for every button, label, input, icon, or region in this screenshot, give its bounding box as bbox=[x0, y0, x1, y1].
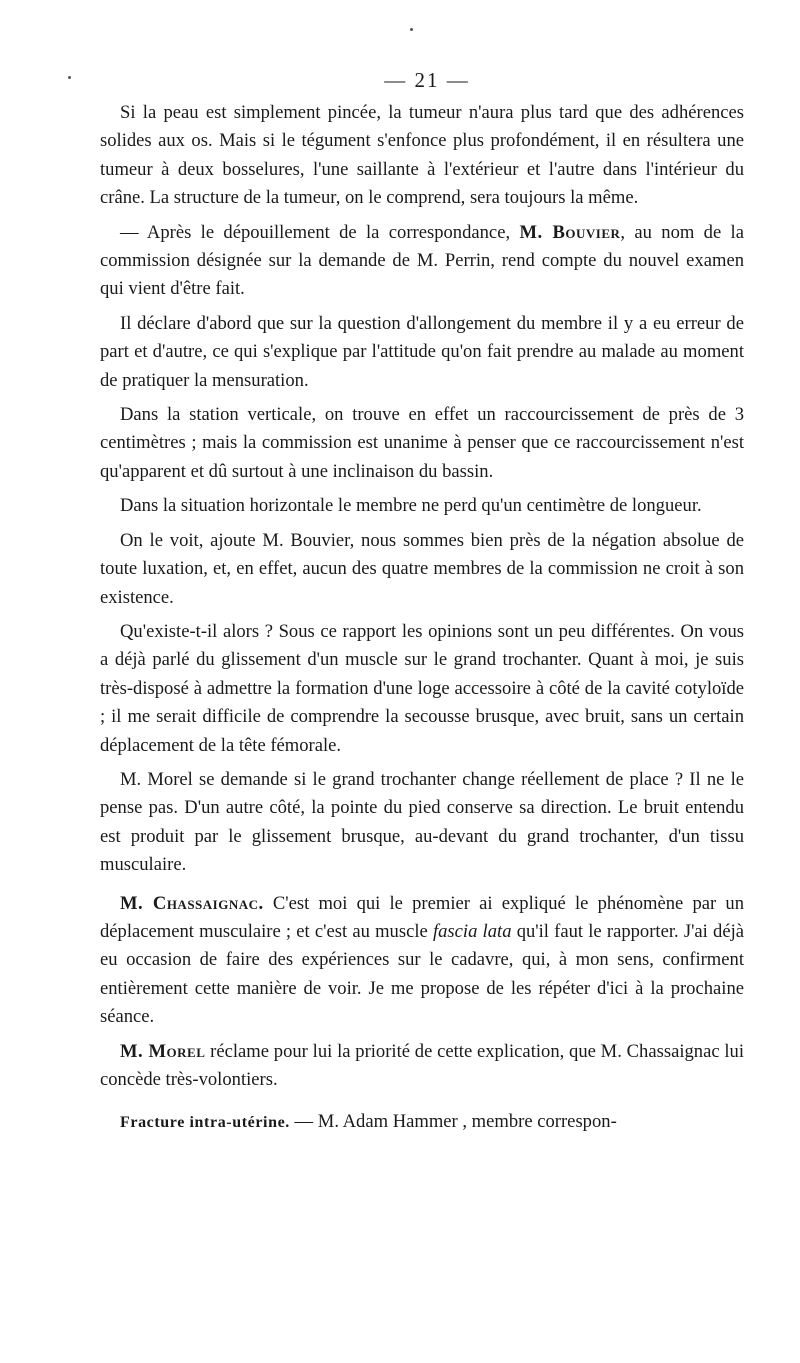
speaker-morel: M. Morel bbox=[120, 1040, 206, 1062]
paragraph-9-body-b: qu'il faut le rapporter. J'ai déjà eu occasion de faire des expériences sur le cadavre, qui, à mon sens, confirment entièrement cette manière de voir. Je me propose de les répéter d'ici à la prochaine séance. bbox=[100, 920, 745, 1028]
paragraph-10-body: réclame pour lui la priorité de cette explication, que M. Chassaignac lui concède très-volontiers. bbox=[100, 1040, 745, 1090]
paragraph-6: On le voit, ajoute M. Bouvier, nous sommes bien près de la négation absolue de toute luxation, et, en effet, aucun des quatre membres de la commission ne croit à son existence. bbox=[100, 529, 744, 608]
page-number: — 21 — bbox=[384, 68, 470, 92]
section-title: Fracture intra-utérine. bbox=[120, 1114, 290, 1132]
paragraph-10 bbox=[100, 1038, 744, 1095]
paragraph-5: Dans la situation horizontale le membre ne perd qu'un centimètre de longueur. bbox=[120, 495, 702, 517]
paragraph-8: M. Morel se demande si le grand trochanter change réellement de place ? Il ne le pense pas. D'un autre côté, la pointe du pied conserve sa direction. Le bruit entendu est produit par le glissement brusque, au-devant du grand trochanter, d'un tissu musculaire. bbox=[100, 768, 744, 876]
paragraph-2 bbox=[100, 219, 744, 304]
paragraph-9-body-a: C'est moi qui le premier ai expliqué le phénomène par un déplacement musculaire ; et c'est au muscle bbox=[100, 892, 744, 942]
paragraph-7: Qu'existe-t-il alors ? Sous ce rapport les opinions sont un peu différentes. On vous a déjà parlé du glissement d'un muscle sur le grand trochanter. Quant à moi, je suis très-disposé à admettre la formation d'une loge accessoire à côté de la cavité cotyloïde ; il me serait difficile de comprendre la secousse brusque, avec bruit, sans un certain déplacement de la tête fémorale. bbox=[100, 620, 744, 756]
paragraph-3: Il déclare d'abord que sur la question d'allongement du membre il y a eu erreur de part et d'autre, ce qui s'explique par l'attitude qu'on fait prendre au malade au moment de pratiquer la mensuration. bbox=[100, 312, 744, 391]
speaker-chassaignac: M. Chassaignac. bbox=[120, 892, 264, 914]
section-start bbox=[100, 1108, 744, 1137]
paragraph-2-lead: — Après le dépouillement de la correspondance, bbox=[120, 221, 520, 243]
paragraph-9 bbox=[100, 890, 744, 1032]
ink-speck bbox=[68, 76, 71, 79]
muscle-name: fascia lata bbox=[432, 920, 512, 942]
section-text: — M. Adam Hammer , membre correspon- bbox=[289, 1111, 617, 1133]
paragraph-1: Si la peau est simplement pincée, la tumeur n'aura plus tard que des adhérences solides aux os. Mais si le tégument s'enfonce plus profondément, il en résultera une tumeur à deux bosselures, l'une saillante à l'extérieur et l'autre dans l'intérieur du crâne. La structure de la tumeur, on le comprend, sera toujours la même. bbox=[100, 102, 744, 209]
paragraph-2-body: , au nom de la commission désignée sur la demande de M. Perrin, rend compte du nouvel examen qui vient d'être fait. bbox=[100, 221, 744, 300]
paragraph-4: Dans la station verticale, on trouve en effet un raccourcissement de près de 3 centimètres ; mais la commission est unanime à penser que ce raccourcissement n'est qu'apparent et dû surtout à une inclinaison du bassin. bbox=[100, 404, 744, 482]
speaker-bouvier: M. Bouvier bbox=[519, 221, 621, 243]
ink-speck bbox=[410, 28, 413, 31]
